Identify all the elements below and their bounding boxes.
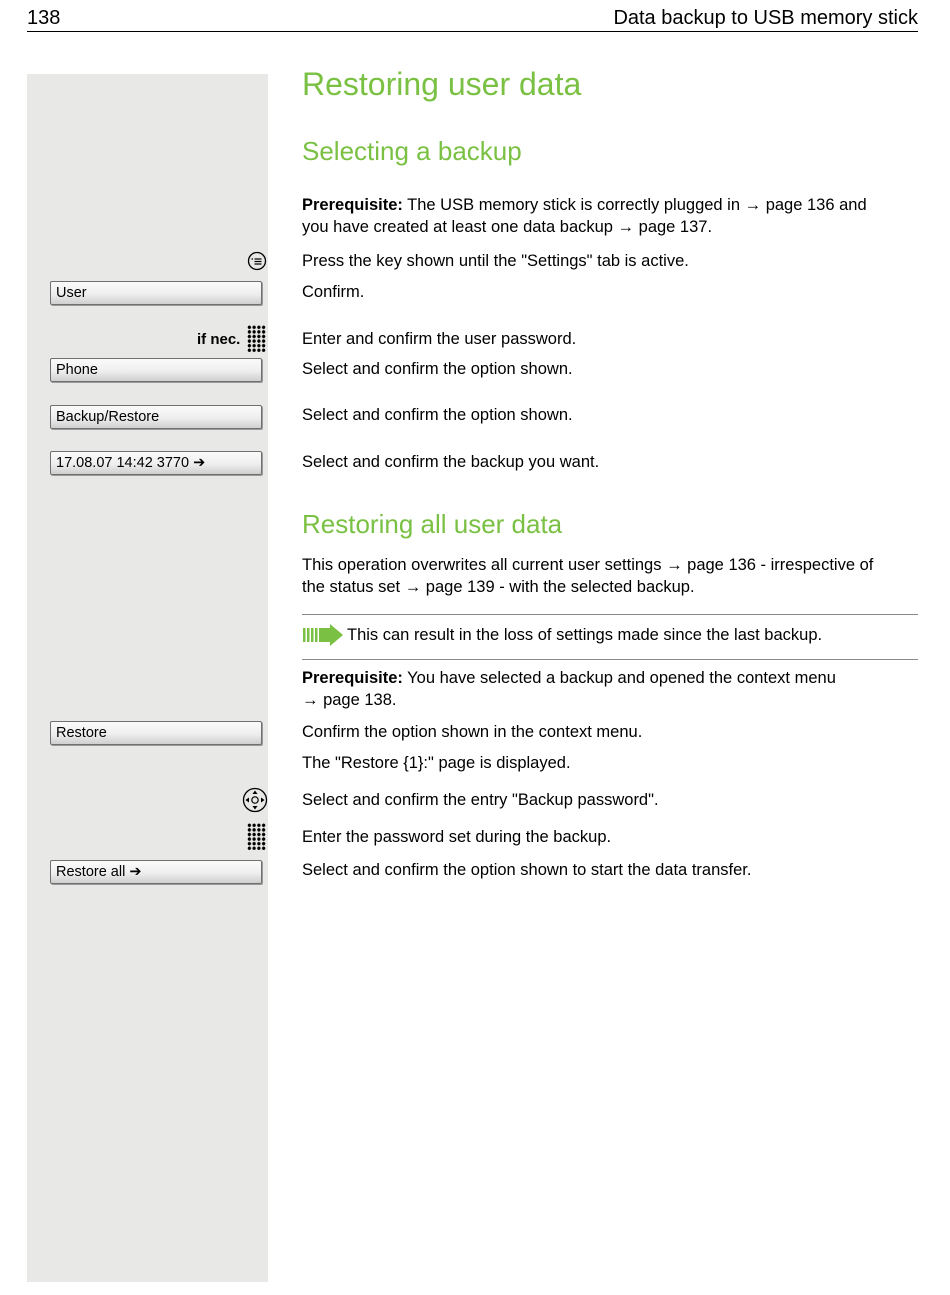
step-select-backup-restore: Select and confirm the option shown. — [302, 406, 573, 424]
if-nec-label: if nec. — [197, 331, 241, 348]
green-arrow-icon — [302, 623, 344, 647]
navigator-icon — [242, 787, 268, 813]
chapter-title: Data backup to USB memory stick — [613, 7, 918, 29]
user-button[interactable]: User — [50, 281, 262, 305]
step-select-backup: Select and confirm the backup you want. — [302, 453, 600, 471]
restore-all-button[interactable]: Restore all ➔ — [50, 860, 262, 884]
prerequisite-restoring: Prerequisite: You have selected a backup and opened the context menu → page 138. — [302, 669, 836, 709]
step-enter-backup-password: Enter the password set during the backup. — [302, 828, 612, 846]
page-number: 138 — [27, 7, 61, 29]
phone-button[interactable]: Phone — [50, 358, 262, 382]
step-enter-user-password: Enter and confirm the user password. — [302, 330, 577, 348]
keypad-icon — [247, 823, 266, 850]
backup-entry-button[interactable]: 17.08.07 14:42 3770 ➔ — [50, 451, 262, 475]
prerequisite-label: Prerequisite: — [302, 196, 403, 214]
step-start-transfer: Select and confirm the option shown to start the data transfer. — [302, 861, 752, 879]
overwrite-description: This operation overwrites all current user settings → page 136 - irrespective of the status set → page 139 - with the selected backup. — [302, 556, 874, 596]
header-rule — [27, 31, 918, 32]
page-title: Restoring user data — [302, 66, 582, 102]
section-title-restoring-all: Restoring all user data — [302, 509, 563, 539]
prerequisite-selecting: Prerequisite: The USB memory stick is correctly plugged in → page 136 and you have created at least one data backup → page 137. — [302, 196, 867, 236]
step-confirm-context-menu: Confirm the option shown in the context menu. — [302, 723, 643, 741]
step-restore-page-displayed: The "Restore {1}:" page is displayed. — [302, 754, 571, 772]
step-backup-password-entry: Select and confirm the entry "Backup password". — [302, 791, 659, 809]
keypad-icon — [247, 325, 266, 352]
note-bottom-rule — [302, 659, 918, 660]
step-settings-key: Press the key shown until the "Settings" tab is active. — [302, 252, 689, 270]
menu-key-icon — [247, 251, 267, 271]
backup-restore-button[interactable]: Backup/Restore — [50, 405, 262, 429]
restore-button[interactable]: Restore — [50, 721, 262, 745]
note-text: This can result in the loss of settings made since the last backup. — [347, 626, 823, 644]
step-confirm: Confirm. — [302, 283, 365, 301]
section-title-selecting-backup: Selecting a backup — [302, 136, 522, 166]
sidebar-panel — [27, 74, 268, 1282]
note-top-rule — [302, 614, 918, 615]
step-select-phone: Select and confirm the option shown. — [302, 360, 573, 378]
prerequisite-label: Prerequisite: — [302, 669, 403, 687]
